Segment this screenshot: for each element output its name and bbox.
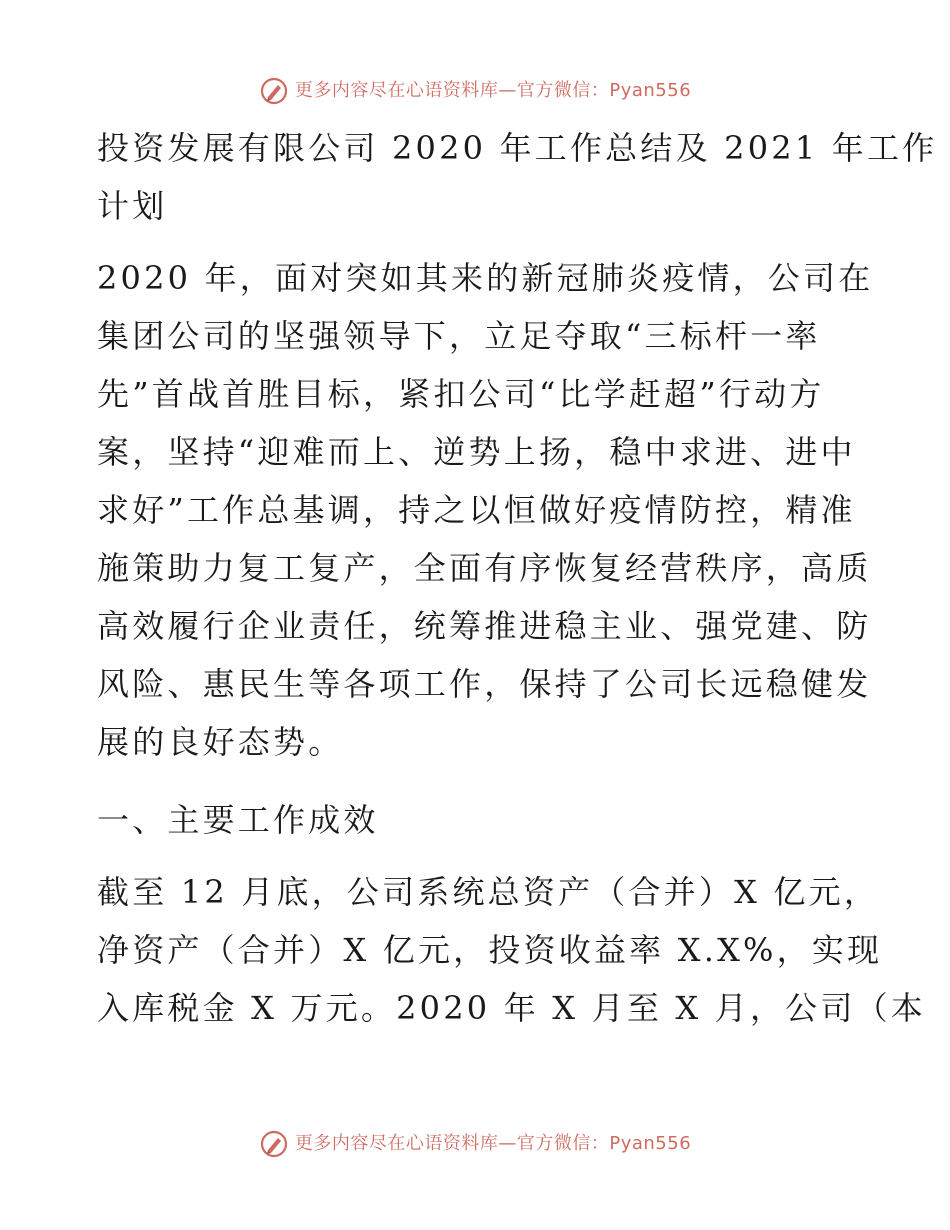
pen-logo-icon (259, 1129, 289, 1159)
paragraph-line: 入库税金 X 万元。2020 年 X 月至 X 月，公司（本 (97, 989, 926, 1027)
watermark-text: 更多内容尽在心语资料库—官方微信：Pyan556 (294, 1133, 692, 1154)
watermark-header (0, 76, 950, 106)
paragraph-line: 案，坚持“迎难而上、逆势上扬，稳中求进、进中 (97, 433, 856, 471)
paragraph-line: 展的良好态势。 (97, 723, 344, 761)
pen-logo-icon (259, 76, 289, 106)
document-title-line-2: 计划 (97, 187, 168, 225)
paragraph-line: 净资产（合并）X 亿元，投资收益率 X.X%，实现 (97, 931, 883, 969)
section-heading: 一、主要工作成效 (97, 801, 379, 839)
watermark-footer (0, 1129, 950, 1159)
paragraph-line: 高效履行企业责任，统筹推进稳主业、强党建、防 (97, 607, 872, 645)
watermark-text: 更多内容尽在心语资料库—官方微信：Pyan556 (294, 80, 692, 101)
paragraph-line: 集团公司的坚强领导下，立足夺取“三标杆一率 (97, 317, 821, 355)
paragraph-line: 截至 12 月底，公司系统总资产（合并）X 亿元， (97, 873, 880, 911)
paragraph-line: 2020 年，面对突如其来的新冠肺炎疫情，公司在 (97, 259, 874, 297)
paragraph-line: 先”首战首胜目标，紧扣公司“比学赶超”行动方 (97, 375, 825, 413)
paragraph-line: 求好”工作总基调，持之以恒做好疫情防控，精准 (97, 491, 856, 529)
paragraph-line: 施策助力复工复产，全面有序恢复经营秩序，高质 (97, 549, 872, 587)
document-title-line-1: 投资发展有限公司 2020 年工作总结及 2021 年工作 (97, 129, 938, 167)
paragraph-line: 风险、惠民生等各项工作，保持了公司长远稳健发 (97, 665, 872, 703)
